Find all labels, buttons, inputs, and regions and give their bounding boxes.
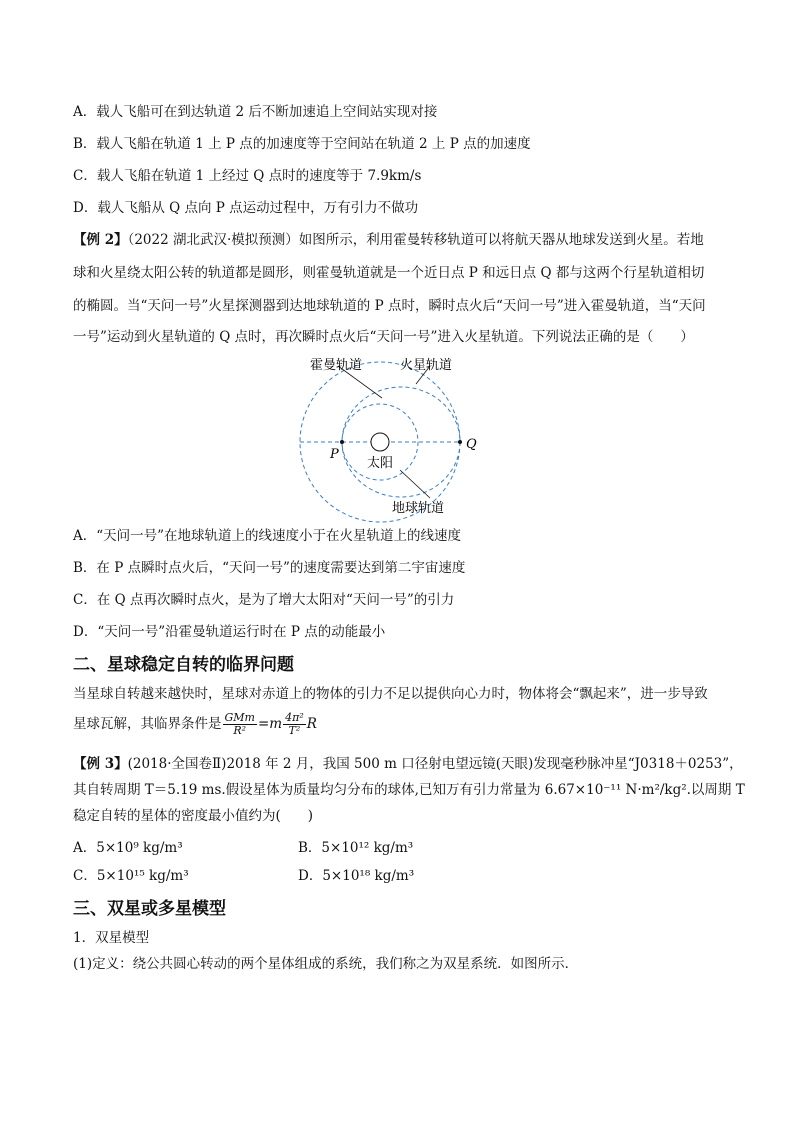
- example2-line2: 球和火星绕太阳公转的轨道都是圆形，则霍曼轨道就是一个近日点 P 和远日点 Q 都与这两个行星轨道相切: [73, 265, 705, 281]
- f1-den: R²: [233, 724, 247, 737]
- example2-line4: 一号”运动到火星轨道的 Q 点时，再次瞬时点火后“天问一号”进入火星轨道。下列说法正确的是（ ）: [73, 329, 694, 345]
- section2-title: 二、星球稳定自转的临界问题: [73, 655, 294, 675]
- sun-icon: [371, 433, 389, 451]
- example3-line1: [73, 754, 743, 774]
- label-hohmann: 霍曼轨道: [310, 358, 363, 373]
- fraction-gravity: [223, 712, 257, 737]
- example3-line3: 稳定自转的星体的密度最小值约为( ): [73, 808, 314, 824]
- f2-den: T²: [288, 724, 301, 737]
- section2-line1: 当星球自转越来越快时，星球对赤道上的物体的引力不足以提供向心力时，物体将会“飘起来”，进一步导致: [73, 686, 708, 702]
- example3-line2: 其自转周期 T＝5.19 ms.假设星体为质量均匀分布的球体,已知万有引力常量为 6.67×10⁻¹¹ N·m²/kg².以周期 T: [73, 782, 745, 798]
- point-p: [340, 440, 344, 444]
- example2-option-a: A．“天问一号”在地球轨道上的线速度小于在火星轨道上的线速度: [73, 528, 462, 544]
- label-earth: 地球轨道: [392, 501, 445, 516]
- label-mars: 火星轨道: [400, 358, 453, 373]
- f2-num: 4π²: [285, 711, 304, 724]
- example2-option-d: D．“天问一号”沿霍曼轨道运行时在 P 点的动能最小: [73, 624, 386, 640]
- earth-leader: [400, 470, 430, 498]
- example3-option-b: B．5×10¹² kg/m³: [298, 840, 414, 856]
- example3-option-a: A．5×10⁹ kg/m³: [73, 840, 183, 856]
- option-d: D．载人飞船从 Q 点向 P 点运动过程中，万有引力不做功: [73, 200, 419, 216]
- point-q: [458, 440, 462, 444]
- example3-option-d: D．5×10¹⁸ kg/m³: [298, 868, 415, 884]
- example3-option-c: C．5×10¹⁵ kg/m³: [73, 868, 189, 884]
- section3-title: 三、双星或多星模型: [73, 899, 226, 919]
- example2-tag: 【例 2】: [73, 232, 128, 248]
- example2-text1: （2022 湖北武汉·模拟预测）如图所示，利用霍曼转移轨道可以将航天器从地球发送到火星。若地: [127, 232, 704, 248]
- section2-line2-pre: 星球瓦解，其临界条件是: [73, 716, 222, 732]
- option-a: A．载人飞船可在到达轨道 2 后不断加速追上空间站实现对接: [73, 104, 438, 120]
- option-b: B．载人飞船在轨道 1 上 P 点的加速度等于空间站在轨道 2 上 P 点的加速度: [73, 136, 531, 152]
- section3-subtitle: 1．双星模型: [73, 930, 150, 946]
- f1-num: GMm: [224, 711, 255, 724]
- label-p: P: [330, 447, 339, 462]
- example2-line1: [73, 230, 704, 250]
- label-sun: 太阳: [367, 456, 394, 471]
- eq-end: R: [306, 716, 317, 732]
- option-c: C．载人飞船在轨道 1 上经过 Q 点时的速度等于 7.9km/s: [73, 168, 422, 184]
- example3-text1: (2018·全国卷Ⅱ)2018 年 2 月，我国 500 m 口径射电望远镜(天眼)发现毫秒脉冲星“J0318＋0253”，: [127, 756, 743, 772]
- example2-option-b: B．在 P 点瞬时点火后，“天问一号”的速度需要达到第二宇宙速度: [73, 560, 466, 576]
- example3-tag: 【例 3】: [73, 756, 128, 772]
- example2-line3: 的椭圆。当“天问一号”火星探测器到达地球轨道的 P 点时，瞬时点火后“天问一号”进入霍曼轨道，当“天问: [73, 298, 706, 314]
- fraction-centripetal: [283, 712, 306, 737]
- section3-definition: (1)定义：绕公共圆心转动的两个星体组成的系统，我们称之为双星系统．如图所示．: [73, 956, 579, 972]
- eq-mid: =m: [257, 716, 283, 732]
- label-q: Q: [466, 437, 477, 452]
- section2-line2: [73, 712, 317, 737]
- hohmann-orbit-figure: [290, 352, 490, 524]
- example2-option-c: C．在 Q 点再次瞬时点火，是为了增大太阳对“天问一号”的引力: [73, 592, 455, 608]
